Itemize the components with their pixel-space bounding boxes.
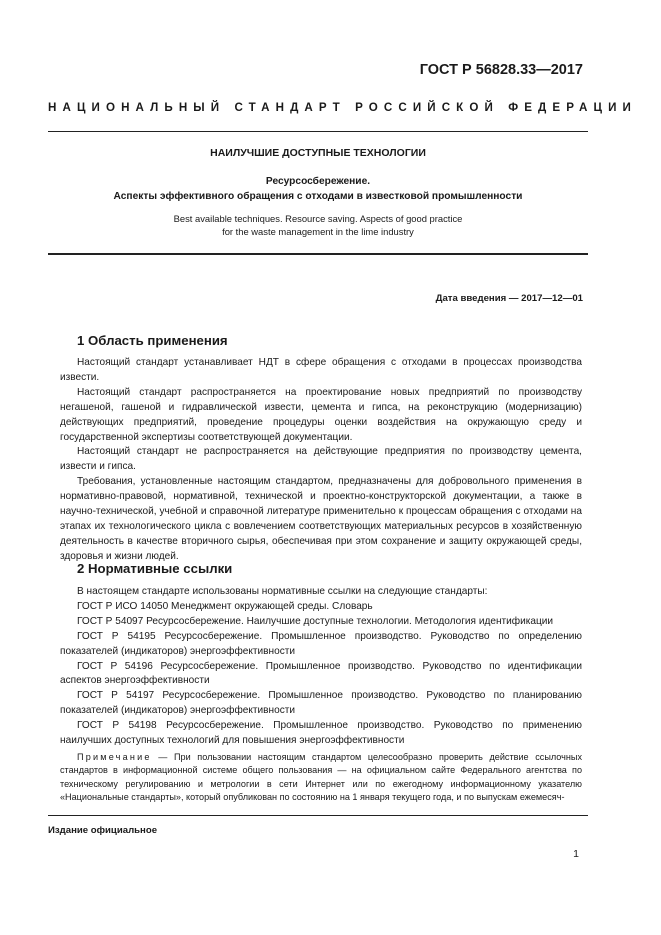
introduction-date: Дата введения — 2017—12—01 bbox=[435, 293, 583, 304]
section2-body bbox=[60, 585, 582, 749]
section1-paragraph: Настоящий стандарт не распространяется на действующие предприятия по производству цемента, извести и гипса. bbox=[60, 446, 582, 473]
note-label: Примечание bbox=[77, 752, 152, 762]
gost-number: ГОСТ Р 56828.33—2017 bbox=[419, 62, 583, 78]
section1-paragraph: Настоящий стандарт устанавливает НДТ в сфере обращения с отходами в процессах производства извести. bbox=[60, 357, 582, 383]
section2-heading: 2 Нормативные ссылки bbox=[77, 561, 233, 576]
divider-title bbox=[48, 253, 588, 255]
title-english-line1: Best available techniques. Resource saving. Aspects of good practice bbox=[173, 213, 463, 224]
divider-top bbox=[48, 131, 588, 132]
edition-label: Издание официальное bbox=[48, 825, 158, 836]
reference-item: ГОСТ Р 54097 Ресурсосбережение. Наилучшие доступные технологии. Методология идентификации bbox=[77, 615, 554, 627]
divider-footer bbox=[48, 815, 588, 816]
reference-item: ГОСТ Р 54197 Ресурсосбережение. Промышленное производство. Руководство по планированию показателей (индикаторов) энергоэффективности bbox=[60, 690, 582, 717]
reference-item: ГОСТ Р 54196 Ресурсосбережение. Промышленное производство. Руководство по идентификации аспектов энергоэффективности bbox=[60, 660, 582, 687]
section1-paragraph: Требования, установленные настоящим стандартом, предназначены для добровольного применения в нормативно-правовой, нормативной, технической и проектно-конструкторской документации, а также в научно-технической, учебной и справочной литературе применительно к процессам обращения с отходами на этапах их технологического цикла с вовлечением соответствующих материальных ресурсов в хозяйственную деятельность в качестве вторичного сырья, обеспечивая при этом сохранение и защиту окружающей среды, здоровья и жизни людей. bbox=[60, 476, 582, 562]
title-main: НАИЛУЧШИЕ ДОСТУПНЫЕ ТЕХНОЛОГИИ bbox=[210, 147, 426, 159]
reference-item: ГОСТ Р ИСО 14050 Менеджмент окружающей среды. Словарь bbox=[77, 600, 373, 612]
section1-heading: 1 Область применения bbox=[77, 333, 228, 348]
title-russian-line2: Аспекты эффективного обращения с отходами в известковой промышленности bbox=[113, 191, 523, 202]
national-standard-banner: НАЦИОНАЛЬНЫЙ СТАНДАРТ РОССИЙСКОЙ ФЕДЕРАЦИИ bbox=[48, 101, 637, 114]
section1-paragraph: Настоящий стандарт распространяется на проектирование новых предприятий по производству негашеной, гашеной и гидравлической извести, цемента и гипса, на реконструкцию (модернизацию) действующих предприятий, проведение процедуры оценки воздействия на окружающую среду и государственной экспертизы соответствующей документации. bbox=[60, 386, 582, 443]
page-number: 1 bbox=[573, 848, 579, 860]
title-russian-line1: Ресурсосбережение. bbox=[265, 176, 371, 187]
note-text: — При пользовании настоящим стандартом целесообразно проверить действие ссылочных стандартов в информационной системе общего пользования — на официальном сайте Федерального агентства по техническому регулированию и метрологии в сети Интернет или по ежегодному информационному указателю «Национальные стандарты», который опубликован по состоянию на 1 января текущего года, и по выпускам ежемесяч- bbox=[60, 752, 582, 803]
title-english-line2: for the waste management in the lime industry bbox=[222, 226, 414, 237]
title-english bbox=[48, 212, 588, 238]
reference-item: ГОСТ Р 54198 Ресурсосбережение. Промышленное производство. Руководство по применению наилучших доступных технологий для повышения энергоэффективности bbox=[60, 720, 582, 747]
section2-paragraph: В настоящем стандарте использованы нормативные ссылки на следующие стандарты: bbox=[77, 586, 488, 597]
reference-item: ГОСТ Р 54195 Ресурсосбережение. Промышленное производство. Руководство по определению показателей (индикаторов) энергоэффективности bbox=[60, 630, 582, 657]
title-russian bbox=[48, 174, 588, 204]
note-block bbox=[60, 751, 582, 805]
section1-body bbox=[60, 356, 582, 565]
